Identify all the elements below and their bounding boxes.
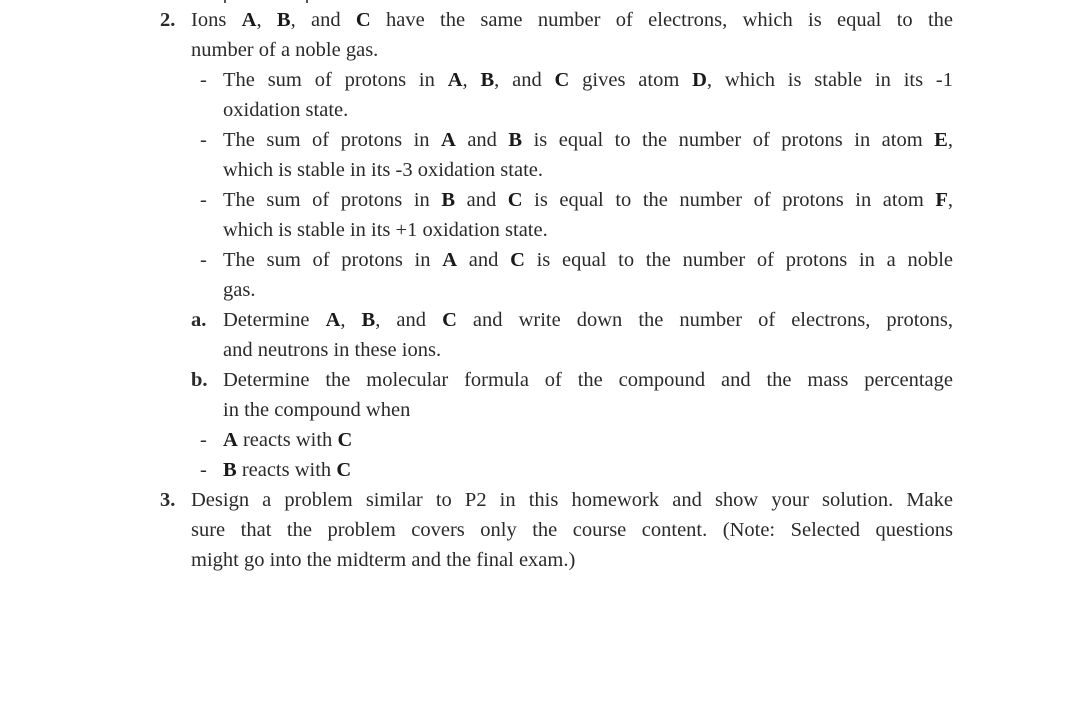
sub-question-b-line-2: in the compound when [223,399,411,421]
bold-term: C [355,9,371,31]
bullet-2-line-2: which is stable in its -3 oxidation state. [223,159,543,181]
bold-term: B [276,9,291,31]
question-3-line-3: might go into the midterm and the final exam.) [191,549,576,571]
bullet-dash: - [200,189,207,211]
sub-question-b-line-1: Determine the molecular formula of the compound and the mass percentage [223,369,953,391]
sub-question-a-label: a. [191,309,207,331]
bullet-3-line-2: which is stable in its +1 oxidation state. [223,219,548,241]
cropped-top-marks [0,0,1080,6]
bullet-4-line-2: gas. [223,279,256,301]
bullet-4-line-1: The sum of protons in A and C is equal to the number of protons in a noble [223,249,953,271]
bullet-1-line-2: oxidation state. [223,99,349,121]
question-3-line-2: sure that the problem covers only the course content. (Note: Selected questions [191,519,953,541]
reaction-dash: - [200,459,207,481]
bullet-dash: - [200,69,207,91]
bullet-2-line-1: The sum of protons in A and B is equal to the number of protons in atom E, [223,129,953,151]
bold-term: C [337,429,353,451]
sub-question-a-line-2: and neutrons in these ions. [223,339,442,361]
bold-term: A [447,69,463,91]
bold-term: B [441,189,456,211]
question-3-line-1: Design a problem similar to P2 in this homework and show your solution. Make [191,489,953,511]
bold-term: A [241,9,257,31]
bold-term: B [508,129,523,151]
bullet-1-line-1: The sum of protons in A, B, and C gives atom D, which is stable in its -1 [223,69,953,91]
crop-mark [224,0,226,3]
sub-question-a-line-1: Determine A, B, and C and write down the number of electrons, protons, [223,309,953,331]
bold-term: E [934,129,948,151]
bold-term: A [441,129,456,151]
bold-term: B [361,309,376,331]
bullet-dash: - [200,129,207,151]
bold-term: A [442,249,458,271]
reaction-a-with-c: A reacts with C [223,429,353,451]
bold-term: C [442,309,457,331]
bold-term: B [480,69,495,91]
reaction-b-with-c: B reacts with C [223,459,352,481]
bold-term: C [554,69,570,91]
bold-term: F [935,189,948,211]
reaction-dash: - [200,429,207,451]
bold-term: C [336,459,352,481]
bold-term: A [325,309,341,331]
question-2-number: 2. [160,9,176,31]
bold-term: A [223,429,238,451]
bullet-3-line-1: The sum of protons in B and C is equal to the number of protons in atom F, [223,189,953,211]
question-2-intro-line-2: number of a noble gas. [191,39,379,61]
bold-term: C [510,249,525,271]
bold-term: B [223,459,237,481]
question-3-number: 3. [160,489,176,511]
bold-term: D [692,69,707,91]
bullet-dash: - [200,249,207,271]
sub-question-b-label: b. [191,369,208,391]
bold-term: C [507,189,523,211]
crop-mark [306,0,308,3]
question-2-intro-line-1: Ions A, B, and C have the same number of electrons, which is equal to the [191,9,953,31]
